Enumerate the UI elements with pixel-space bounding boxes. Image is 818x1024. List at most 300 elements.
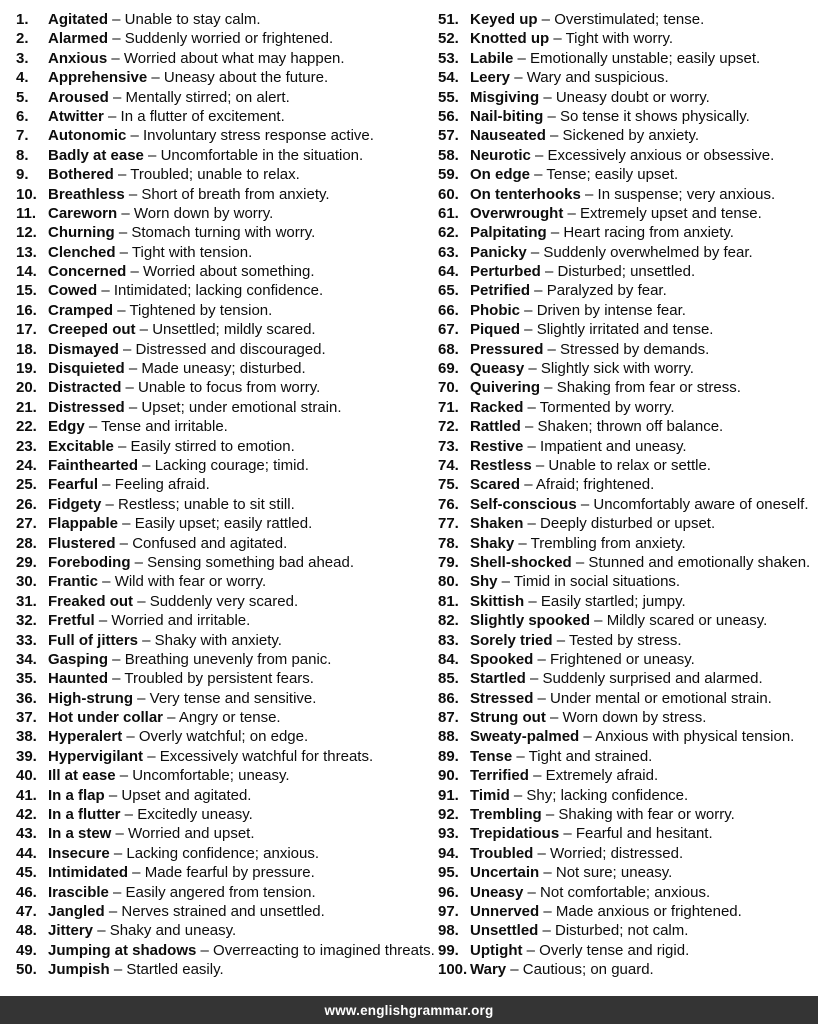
list-item [438, 883, 810, 902]
list-item [16, 165, 435, 184]
item-term: Shaken [470, 515, 524, 533]
item-term: Alarmed [48, 30, 109, 48]
item-definition: – Made uneasy; disturbed. [124, 360, 306, 378]
item-number: 2. [16, 30, 29, 48]
list-item [438, 611, 810, 630]
item-definition: – Fearful and hesitant. [559, 825, 713, 843]
list-item [16, 650, 435, 669]
item-number: 47. [16, 902, 37, 920]
item-term: In a stew [48, 825, 112, 843]
item-number: 44. [16, 844, 37, 862]
list-item [16, 301, 435, 320]
item-definition: – Sensing something bad ahead. [130, 553, 354, 571]
list-item [438, 223, 810, 242]
item-term: Flustered [48, 534, 116, 552]
list-item [438, 281, 810, 300]
item-term: Racked [470, 398, 524, 416]
list-item [438, 398, 810, 417]
item-number: 77. [438, 515, 459, 533]
item-number: 49. [16, 941, 37, 959]
item-definition: – Excessively watchful for threats. [143, 747, 374, 765]
item-definition: – In suspense; very anxious. [580, 185, 776, 203]
item-number: 28. [16, 534, 37, 552]
item-definition: – Nerves strained and unsettled. [104, 902, 325, 920]
item-number: 54. [438, 69, 459, 87]
list-item [438, 49, 810, 68]
item-number: 76. [438, 495, 459, 513]
item-term: Hot under collar [48, 709, 164, 727]
item-definition: – Shaking from fear or stress. [540, 379, 741, 397]
item-definition: – Easily angered from tension. [108, 883, 316, 901]
list-item [16, 572, 435, 591]
item-definition: – Stomach turning with worry. [114, 224, 316, 242]
item-definition: – Unable to relax or settle. [531, 456, 711, 474]
list-item [438, 805, 810, 824]
item-term: Perturbed [470, 263, 541, 281]
list-item [438, 902, 810, 921]
item-term: Quivering [470, 379, 541, 397]
list-item [16, 534, 435, 553]
item-term: Fidgety [48, 495, 102, 513]
item-definition: – Lacking courage; timid. [138, 456, 309, 474]
item-number: 68. [438, 340, 459, 358]
list-item [438, 320, 810, 339]
list-item [438, 631, 810, 650]
item-number: 8. [16, 146, 29, 164]
item-definition: – Uneasy about the future. [147, 69, 329, 87]
list-item [438, 572, 810, 591]
item-number: 17. [16, 321, 37, 339]
item-term: Knotted up [470, 30, 550, 48]
item-term: Panicky [470, 243, 527, 261]
list-item [16, 902, 435, 921]
item-term: Jittery [48, 922, 94, 940]
item-number: 45. [16, 864, 37, 882]
list-item [438, 766, 810, 785]
item-number: 55. [438, 88, 459, 106]
item-definition: – Suddenly overwhelmed by fear. [526, 243, 753, 261]
list-item [438, 301, 810, 320]
item-number: 7. [16, 127, 29, 145]
item-definition: – Tight and strained. [512, 747, 653, 765]
item-number: 43. [16, 825, 37, 843]
item-term: In a flutter [48, 806, 121, 824]
item-definition: – Easily upset; easily rattled. [118, 515, 313, 533]
item-definition: – Unable to stay calm. [108, 11, 261, 28]
item-number: 21. [16, 398, 37, 416]
item-definition: – Tormented by worry. [523, 398, 675, 416]
item-term: Apprehensive [48, 69, 148, 87]
list-item [438, 844, 810, 863]
item-term: Troubled [470, 844, 534, 862]
item-term: Jumpish [48, 961, 110, 979]
item-term: Irascible [48, 883, 109, 901]
list-item [16, 185, 435, 204]
list-item [16, 747, 435, 766]
item-number: 40. [16, 767, 37, 785]
list-item [16, 146, 435, 165]
list-item [16, 553, 435, 572]
item-definition: – Tight with worry. [549, 30, 674, 48]
item-term: Neurotic [470, 146, 531, 164]
item-term: Shy [470, 573, 498, 591]
list-item [16, 10, 435, 29]
item-number: 61. [438, 204, 459, 222]
item-term: Labile [470, 49, 514, 67]
item-definition: – Tense and irritable. [84, 418, 228, 436]
list-item [438, 669, 810, 688]
item-term: Distressed [48, 398, 125, 416]
item-definition: – Disturbed; not calm. [538, 922, 689, 940]
item-number: 95. [438, 864, 459, 882]
list-item [438, 185, 810, 204]
item-definition: – Suddenly worried or frightened. [108, 30, 334, 48]
list-item [16, 456, 435, 475]
item-definition: – Not comfortable; anxious. [523, 883, 711, 901]
list-item [438, 417, 810, 436]
item-number: 84. [438, 650, 459, 668]
item-definition: – Deeply disturbed or upset. [523, 515, 716, 533]
item-definition: – Uneasy doubt or worry. [539, 88, 710, 106]
item-number: 34. [16, 650, 37, 668]
item-term: Scared [470, 476, 521, 494]
item-definition: – Upset and agitated. [104, 786, 252, 804]
list-item [438, 29, 810, 48]
item-number: 20. [16, 379, 37, 397]
list-item [16, 281, 435, 300]
item-term: Gasping [48, 650, 109, 668]
item-definition: – Involuntary stress response active. [126, 127, 374, 145]
list-item [16, 863, 435, 882]
item-term: Hyperalert [48, 728, 123, 746]
item-number: 29. [16, 553, 37, 571]
item-number: 30. [16, 573, 37, 591]
item-term: Concerned [48, 263, 127, 281]
item-term: Dismayed [48, 340, 119, 358]
list-item [438, 359, 810, 378]
item-definition: – Lacking confidence; anxious. [109, 844, 320, 862]
item-term: Distracted [48, 379, 122, 397]
item-term: Strung out [470, 709, 546, 727]
item-definition: – Driven by intense fear. [520, 301, 686, 319]
item-number: 56. [438, 107, 459, 125]
item-number: 89. [438, 747, 459, 765]
item-definition: – Confused and agitated. [115, 534, 288, 552]
list-item [438, 824, 810, 843]
item-number: 78. [438, 534, 459, 552]
item-term: Piqued [470, 321, 521, 339]
item-definition: – Unsettled; mildly scared. [135, 321, 316, 339]
item-number: 75. [438, 476, 459, 494]
list-item [16, 689, 435, 708]
item-number: 73. [438, 437, 459, 455]
list-item [438, 514, 810, 533]
item-definition: – So tense it shows physically. [543, 107, 750, 125]
item-number: 87. [438, 709, 459, 727]
item-term: Sweaty-palmed [470, 728, 580, 746]
list-item [438, 262, 810, 281]
item-number: 1. [16, 11, 29, 28]
list-item [16, 417, 435, 436]
item-term: Petrified [470, 282, 531, 300]
list-item [16, 631, 435, 650]
list-item [438, 534, 810, 553]
item-definition: – Timid in social situations. [497, 573, 681, 591]
item-number: 86. [438, 689, 459, 707]
item-term: Aroused [48, 88, 109, 106]
item-number: 41. [16, 786, 37, 804]
item-number: 4. [16, 69, 29, 87]
item-definition: – Stunned and emotionally shaken. [571, 553, 811, 571]
item-number: 23. [16, 437, 37, 455]
item-number: 60. [438, 185, 459, 203]
item-term: Keyed up [470, 11, 538, 28]
item-number: 74. [438, 456, 459, 474]
item-term: Clenched [48, 243, 116, 261]
item-number: 14. [16, 263, 37, 281]
item-definition: – Wild with fear or worry. [98, 573, 267, 591]
item-number: 32. [16, 612, 37, 630]
item-number: 53. [438, 49, 459, 67]
item-number: 22. [16, 418, 37, 436]
item-number: 10. [16, 185, 37, 203]
item-number: 99. [438, 941, 459, 959]
item-definition: – Trembling from anxiety. [514, 534, 686, 552]
list-item [16, 475, 435, 494]
item-term: High-strung [48, 689, 133, 707]
item-number: 67. [438, 321, 459, 339]
list-item [438, 107, 810, 126]
item-term: Unsettled [470, 922, 539, 940]
item-term: Self-conscious [470, 495, 577, 513]
item-definition: – Excitedly uneasy. [120, 806, 253, 824]
item-number: 39. [16, 747, 37, 765]
list-item [16, 766, 435, 785]
list-item [438, 592, 810, 611]
item-number: 69. [438, 360, 459, 378]
item-definition: – Uncomfortable in the situation. [143, 146, 364, 164]
item-number: 63. [438, 243, 459, 261]
item-term: Breathless [48, 185, 125, 203]
item-definition: – Disturbed; unsettled. [540, 263, 696, 281]
item-definition: – Shy; lacking confidence. [509, 786, 689, 804]
item-term: Jumping at shadows [48, 941, 197, 959]
list-item [438, 204, 810, 223]
item-number: 62. [438, 224, 459, 242]
list-item [438, 863, 810, 882]
item-number: 50. [16, 961, 37, 979]
item-number: 65. [438, 282, 459, 300]
item-number: 9. [16, 166, 29, 184]
item-definition: – Overstimulated; tense. [537, 11, 705, 28]
list-item [438, 378, 810, 397]
item-term: Unnerved [470, 902, 540, 920]
list-item [438, 960, 810, 979]
list-item [438, 495, 810, 514]
list-item [438, 747, 810, 766]
item-number: 91. [438, 786, 459, 804]
list-item [438, 786, 810, 805]
item-term: Phobic [470, 301, 521, 319]
item-number: 48. [16, 922, 37, 940]
item-term: Foreboding [48, 553, 131, 571]
list-item [438, 88, 810, 107]
list-item [16, 29, 435, 48]
item-number: 64. [438, 263, 459, 281]
item-definition: – Made anxious or frightened. [539, 902, 742, 920]
item-term: Churning [48, 224, 115, 242]
item-number: 57. [438, 127, 459, 145]
item-term: Timid [470, 786, 510, 804]
item-number: 100. [438, 961, 468, 979]
item-definition: – Shaky with anxiety. [138, 631, 282, 649]
list-item [438, 165, 810, 184]
item-term: Ill at ease [48, 767, 116, 785]
item-definition: – Easily stirred to emotion. [113, 437, 295, 455]
item-definition: – Heart racing from anxiety. [546, 224, 734, 242]
item-number: 18. [16, 340, 37, 358]
item-term: Pressured [470, 340, 544, 358]
item-term: Skittish [470, 592, 525, 610]
item-definition: – Shaky and uneasy. [93, 922, 237, 940]
item-definition: – Easily startled; jumpy. [524, 592, 686, 610]
list-item [16, 727, 435, 746]
item-number: 19. [16, 360, 37, 378]
item-definition: – Overly tense and rigid. [522, 941, 690, 959]
item-definition: – Worried and irritable. [94, 612, 251, 630]
item-number: 42. [16, 806, 37, 824]
item-definition: – Worried about something. [126, 263, 315, 281]
item-definition: – Distressed and discouraged. [118, 340, 326, 358]
item-term: Fearful [48, 476, 99, 494]
item-term: Cramped [48, 301, 114, 319]
item-definition: – Shaken; thrown off balance. [520, 418, 724, 436]
item-term: Trepidatious [470, 825, 560, 843]
list-item [438, 243, 810, 262]
item-definition: – Unable to focus from worry. [121, 379, 321, 397]
item-number: 16. [16, 301, 37, 319]
item-definition: – Overreacting to imagined threats. [196, 941, 435, 959]
list-item [16, 223, 435, 242]
list-item [16, 437, 435, 456]
list-item [16, 921, 435, 940]
item-term: Cowed [48, 282, 98, 300]
item-definition: – Mildly scared or uneasy. [590, 612, 768, 630]
item-term: Terrified [470, 767, 529, 785]
list-item [16, 378, 435, 397]
list-item [16, 204, 435, 223]
item-definition: – Made fearful by pressure. [128, 864, 315, 882]
list-item [438, 727, 810, 746]
list-item [16, 243, 435, 262]
item-term: Careworn [48, 204, 118, 222]
item-term: Palpitating [470, 224, 547, 242]
item-term: Restive [470, 437, 524, 455]
item-number: 79. [438, 553, 459, 571]
website-url: www.englishgrammar.org [324, 1002, 494, 1018]
item-number: 93. [438, 825, 459, 843]
item-definition: – Short of breath from anxiety. [124, 185, 330, 203]
item-number: 15. [16, 282, 37, 300]
item-definition: – Intimidated; lacking confidence. [97, 282, 324, 300]
item-definition: – Afraid; frightened. [520, 476, 655, 494]
item-term: Fretful [48, 612, 95, 630]
item-definition: – Sickened by anxiety. [545, 127, 700, 145]
item-number: 3. [16, 49, 29, 67]
item-definition: – Troubled by persistent fears. [108, 670, 314, 688]
item-number: 46. [16, 883, 37, 901]
item-definition: – Worried and upset. [111, 825, 255, 843]
item-term: Stressed [470, 689, 534, 707]
item-definition: – Anxious with physical tension. [579, 728, 795, 746]
item-term: Nauseated [470, 127, 546, 145]
item-term: Shaky [470, 534, 515, 552]
list-item [16, 320, 435, 339]
item-term: Creeped out [48, 321, 136, 339]
item-definition: – Under mental or emotional strain. [533, 689, 772, 707]
item-number: 94. [438, 844, 459, 862]
list-item [16, 805, 435, 824]
item-term: Tense [470, 747, 513, 765]
item-number: 33. [16, 631, 37, 649]
item-term: Slightly spooked [470, 612, 591, 630]
list-item [16, 398, 435, 417]
item-term: Disquieted [48, 360, 125, 378]
list-item [438, 456, 810, 475]
list-item [16, 262, 435, 281]
item-definition: – Emotionally unstable; easily upset. [513, 49, 761, 67]
item-definition: – Uncomfortable; uneasy. [115, 767, 290, 785]
list-item [16, 107, 435, 126]
item-term: Anxious [48, 49, 108, 67]
item-definition: – Not sure; uneasy. [539, 864, 673, 882]
item-number: 98. [438, 922, 459, 940]
item-term: Excitable [48, 437, 114, 455]
list-item [438, 146, 810, 165]
item-definition: – Worried; distressed. [533, 844, 684, 862]
item-term: Agitated [48, 11, 108, 28]
list-item [16, 592, 435, 611]
item-definition: – Breathing unevenly from panic. [108, 650, 332, 668]
item-definition: – Worn down by stress. [545, 709, 707, 727]
item-definition: – Angry or tense. [163, 709, 281, 727]
list-item [438, 340, 810, 359]
item-term: Rattled [470, 418, 521, 436]
item-definition: – Very tense and sensitive. [132, 689, 317, 707]
list-item [16, 960, 435, 979]
item-number: 70. [438, 379, 459, 397]
item-definition: – Uncomfortably aware of oneself. [576, 495, 809, 513]
item-term: Bothered [48, 166, 114, 184]
list-item [16, 611, 435, 630]
item-term: Full of jitters [48, 631, 138, 649]
item-definition: – In a flutter of excitement. [103, 107, 285, 125]
list-item [16, 359, 435, 378]
item-definition: – Suddenly surprised and alarmed. [525, 670, 763, 688]
item-term: Nail-biting [470, 107, 544, 125]
list-item [438, 553, 810, 572]
item-term: Haunted [48, 670, 108, 688]
list-item [16, 786, 435, 805]
list-item [16, 514, 435, 533]
item-definition: – Troubled; unable to relax. [113, 166, 300, 184]
item-number: 88. [438, 728, 459, 746]
list-item [16, 941, 435, 960]
word-list-column-right [438, 10, 810, 980]
item-number: 11. [16, 204, 37, 222]
item-term: Startled [470, 670, 526, 688]
list-item [438, 10, 810, 29]
